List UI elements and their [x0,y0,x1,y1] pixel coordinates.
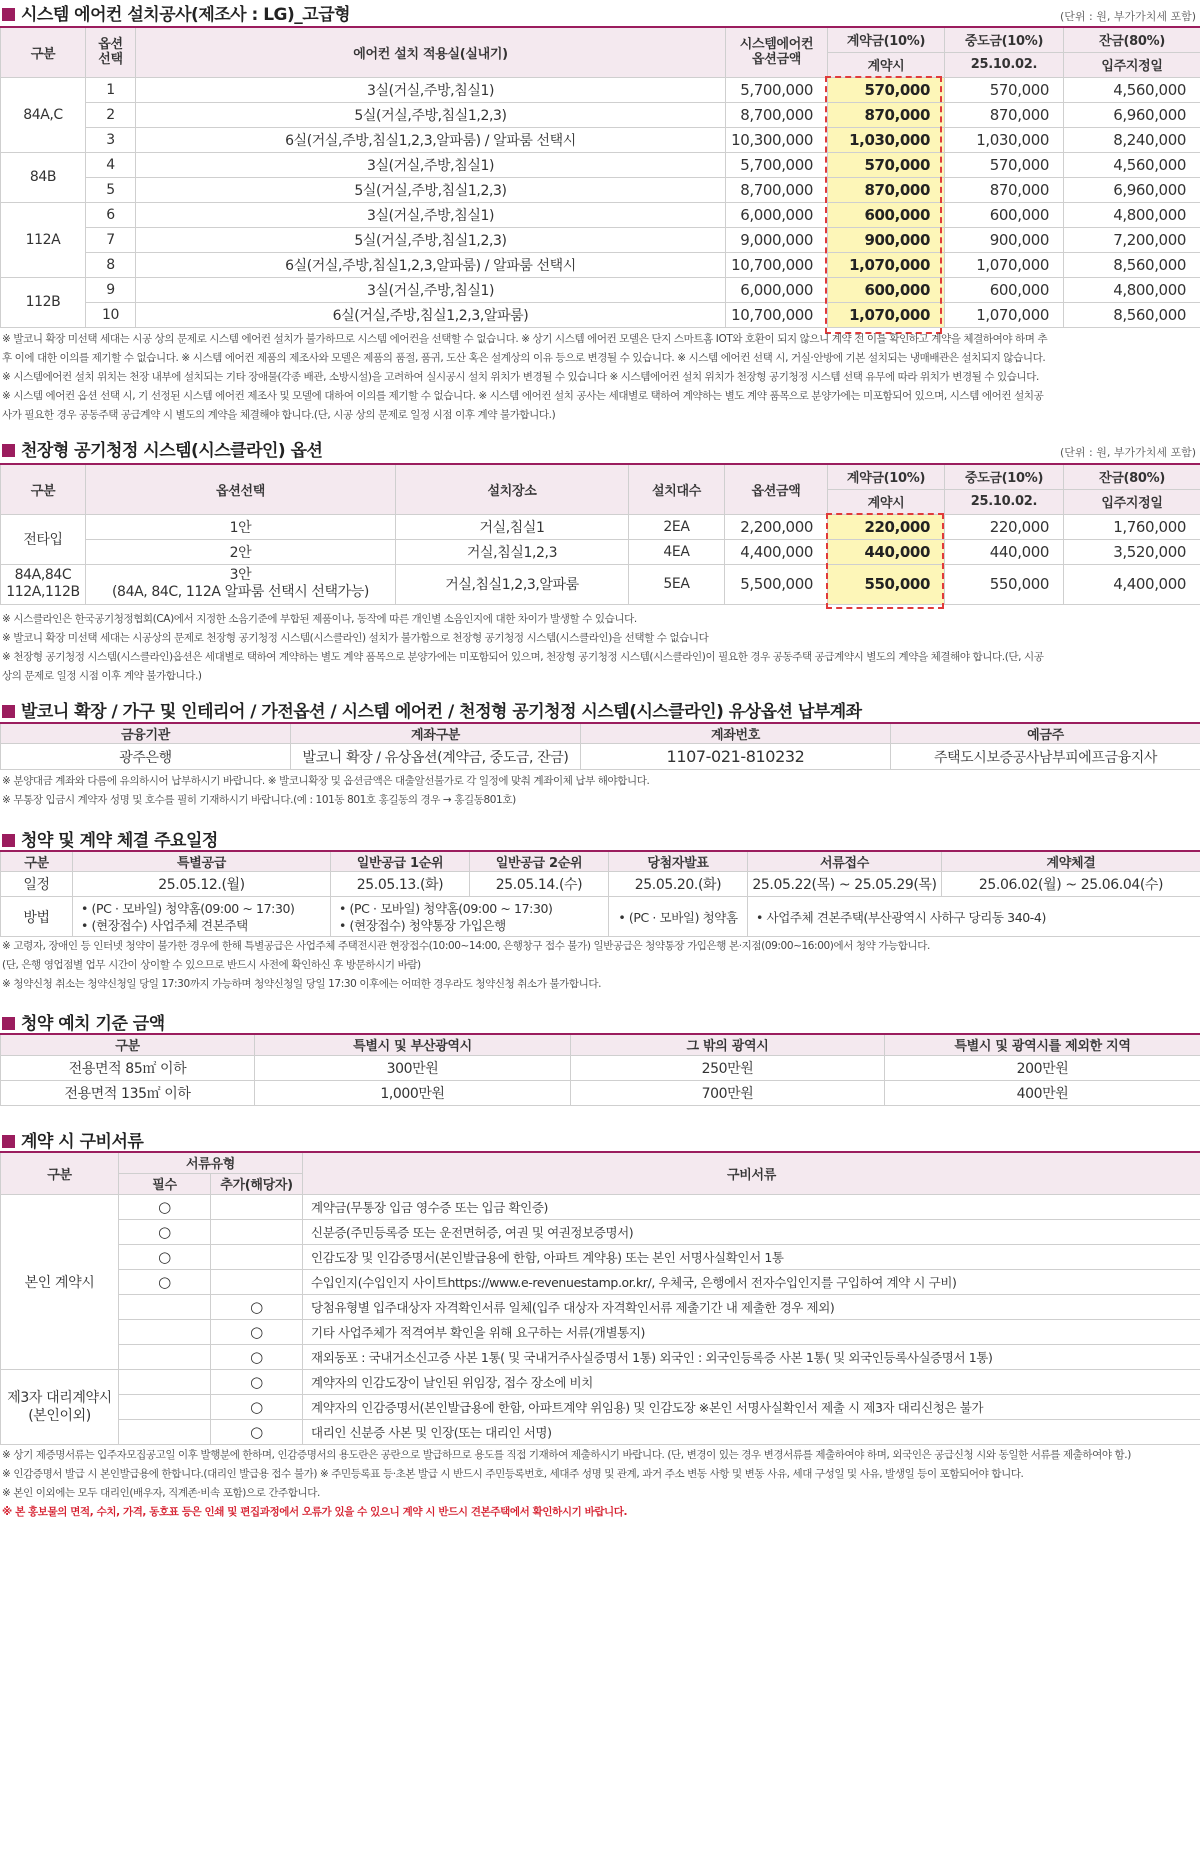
note-line: ※ 무통장 입금시 계약자 성명 및 호수를 필히 기재하시기 바랍니다.(예 : 101동 801호 홍길동의 경우 → 홍길동801호) [2,794,516,806]
table-row [1,1055,1200,1080]
middle-cell: 550,000 [945,564,1064,604]
header-type: 구분 [1,464,86,514]
extra-mark [211,1244,303,1269]
square-bullet-icon [2,1017,15,1030]
type-cell: 전용면적 85㎡ 이하 [1,1055,255,1080]
option-number: 5 [86,177,136,202]
header-balance: 잔금(80%) [1064,464,1200,489]
note-line: ※ 분양대금 계좌와 다름에 유의하시어 납부하시기 바랍니다. ※ 발코니확장 및 옵션금액은 대출알선불가로 각 일정에 맞춰 계좌이체 납부 해야합니다. [2,775,650,787]
document-item: 기타 사업주체가 적격여부 확인을 위해 요구하는 서류(개별통지) [303,1319,1200,1344]
table-row [1,152,1200,177]
amount-cell: 10,700,000 [726,252,828,277]
option-cell: 2안 [86,539,396,564]
table-row [1,1419,1200,1444]
option-number: 4 [86,152,136,177]
group-label: 112A [1,202,86,277]
header-bank: 금융기관 [1,723,291,744]
required-mark: ○ [119,1244,211,1269]
table-row [1,1219,1200,1244]
type-cell: 전용면적 135㎡ 이하 [1,1080,255,1105]
document-item: 당첨유형별 입주대상자 자격확인서류 일체(입주 대상자 자격확인서류 제출기간 내 제출한 경우 제외) [303,1294,1200,1319]
table-row [1,539,1200,564]
method-line: • (PC · 모바일) 청약홈(09:00 ~ 17:30) [81,900,295,916]
amount-cell: 200만원 [885,1055,1200,1080]
table-row [1,1269,1200,1294]
section-title-documents [2,1127,143,1152]
group-label: 전타입 [1,514,86,564]
note-line: ※ 천장형 공기청정 시스템(시스클라인)옵션은 세대별로 택하여 계약하는 별도 계약 품목으로 분양가에는 미포함되어 있으며, 천장형 공기청정 시스템(시스클라인)이 필요한 경우 공동주택 공급계약시 별도의 계약을 체결해야 합니다.(단, 시공 [2,651,1044,663]
section-title-text: 계약 시 구비서류 [21,1132,144,1152]
note-line: ※ 청약신청 취소는 청약신청일 당일 17:30까지 가능하며 청약신청일 당일 17:30 이후에는 어떠한 경우라도 청약신청 취소가 불가합니다. [2,978,602,990]
note-line: ※ 시스템에어컨 설치 위치는 천장 내부에 설치되는 기타 장애물(각종 배관, 소방시설)을 고려하여 실시공시 설치 위치가 변경될 수 있습니다 ※ 시스템에어컨 설치 위치가 천장형 공기청정 시스템 선택 유무에 따라 위치가 변경될 수 있습니다. [2,371,1039,383]
balance-cell: 8,240,000 [1064,127,1200,152]
header-option: 옵션선택 [86,464,396,514]
header-middle-sub: 25.10.02. [945,489,1064,514]
header-type: 구분 [1,1152,119,1194]
schedule-table [0,850,1200,937]
document-item: 계약자의 인감도장이 날인된 위임장, 접수 장소에 비치 [303,1369,1200,1394]
group-label: 본인 계약시 [1,1194,119,1369]
table-row [1,514,1200,539]
note-line: (단, 은행 영업점별 업무 시간이 상이할 수 있으므로 반드시 사전에 확인하신 후 방문하시기 바람) [2,959,421,971]
header-deposit-sub: 계약시 [828,489,945,514]
header-rest: 특별시 및 광역시를 제외한 지역 [885,1034,1200,1055]
amount-cell: 6,000,000 [726,202,828,227]
deposit-cell: 870,000 [828,102,945,127]
count-cell: 5EA [629,564,725,604]
note-line: ※ 인감증명서 발급 시 본인발급용에 한합니다.(대리인 발급용 접수 불가) ※ 주민등록표 등·초본 발급 시 반드시 주민등록번호, 세대주 성명 및 관계, 과거 주소 변동 사항 및 변동 사유, 세대 구성일 및 사유, 발생일 등이 포함되어야 합니다. [2,1468,1024,1480]
deposit-cell: 870,000 [828,177,945,202]
document-item: 계약자의 인감증명서(본인발급용에 한함, 아파트계약 위임용) 및 인감도장 ※본인 서명사실확인서 제출 시 제3자 대리신청은 불가 [303,1394,1200,1419]
deposit-amount-table [0,1033,1200,1106]
table-row [1,1244,1200,1269]
row-label: 방법 [1,897,73,937]
group-label: 84A,C [1,77,86,152]
note-line: 후 이에 대한 이의를 제기할 수 없습니다. ※ 시스템 에어컨 제품의 제조사와 모델은 제품의 품절, 품귀, 도산 혹은 설계상의 이유 등으로 변경될 수 있습니다. ※ 시스템 에어컨 선택 시, 거실·안방에 기본 설치되는 냉매배관은 설치되지 않습니다. [2,352,1046,364]
middle-cell: 570,000 [945,77,1064,102]
date-cell: 25.06.02(월) ~ 25.06.04(수) [942,872,1200,897]
header-type: 구분 [1,27,86,77]
note-line: ※ 발코니 확장 미선택 세대는 시공 상의 문제로 시스템 에어컨 설치가 불가하므로 시스템 에어컨을 선택할 수 없습니다. ※ 상기 시스템 에어컨 모델은 단지 스마트홈 IOT와 호환이 되지 않으니 계약 전 이를 확인하고 계약을 체결하여야 하며 추 [2,333,1048,345]
section-title-aircon [2,0,350,25]
middle-cell: 870,000 [945,102,1064,127]
payment-notes [2,772,1198,810]
table-row [1,897,1200,937]
required-mark [119,1419,211,1444]
deposit-cell: 1,070,000 [828,252,945,277]
balance-cell: 6,960,000 [1064,177,1200,202]
table-row [1,202,1200,227]
header-extra: 추가(해당자) [211,1173,303,1194]
count-cell: 2EA [629,514,725,539]
amount-cell: 250만원 [571,1055,885,1080]
extra-mark [211,1194,303,1219]
extra-mark: ○ [211,1394,303,1419]
header-balance-sub: 입주지정일 [1064,52,1200,77]
option-number: 1 [86,77,136,102]
amount-cell: 10,700,000 [726,302,828,327]
section-title-text: 발코니 확장 / 가구 및 인테리어 / 가전옵션 / 시스템 에어컨 / 천정형 공기청정 시스템(시스클라인) 유상옵션 납부계좌 [21,702,862,722]
table-row [1,302,1200,327]
account-number: 1107-021-810232 [581,744,891,770]
middle-cell: 1,030,000 [945,127,1064,152]
section-title-deposit-amount [2,1009,165,1034]
option-number: 3 [86,127,136,152]
section-title-text: 청약 및 계약 체결 주요일정 [21,831,218,851]
documents-table [0,1151,1200,1445]
header-amount: 옵션금액 [725,464,828,514]
amount-cell: 10,300,000 [726,127,828,152]
unit-note: (단위 : 원, 부가가치세 포함) [1059,446,1196,459]
header-docs: 구비서류 [303,1152,1200,1194]
header-option: 옵션 선택 [86,27,136,77]
table-row [1,1394,1200,1419]
table-row [1,252,1200,277]
note-line: 사가 필요한 경우 공동주택 공급계약 시 별도의 계약을 체결해야 합니다.(단, 시공 상의 문제로 일정 시점 이후 계약 불가합니다.) [2,409,556,421]
balance-cell: 7,200,000 [1064,227,1200,252]
header-amount: 시스템에어컨 옵션금액 [726,27,828,77]
header-place: 설치장소 [396,464,629,514]
header-rooms: 에어컨 설치 적용실(실내기) [136,27,726,77]
section-title-text: 천장형 공기청정 시스템(시스클라인) 옵션 [21,441,323,461]
header-middle: 중도금(10%) [945,464,1064,489]
header-general-1: 일반공급 1순위 [331,851,470,872]
header-deposit-sub: 계약시 [828,52,945,77]
amount-cell: 8,700,000 [726,102,828,127]
aircon-notes [2,330,1198,425]
header-other-metro: 그 밖의 광역시 [571,1034,885,1055]
square-bullet-icon [2,834,15,847]
balance-cell: 1,760,000 [1064,514,1200,539]
option-number: 2 [86,102,136,127]
document-item: 인감도장 및 인감증명서(본인발급용에 한함, 아파트 계약용) 또는 본인 서명사실확인서 1통 [303,1244,1200,1269]
header-deposit: 계약금(10%) [828,464,945,489]
table-row [1,744,1200,770]
middle-cell: 870,000 [945,177,1064,202]
middle-cell: 900,000 [945,227,1064,252]
required-mark [119,1294,211,1319]
required-mark: ○ [119,1219,211,1244]
header-documents: 서류접수 [748,851,942,872]
count-cell: 4EA [629,539,725,564]
unit-note: (단위 : 원, 부가가치세 포함) [1059,10,1196,23]
header-type: 구분 [1,851,73,872]
deposit-cell: 440,000 [828,539,945,564]
table-row [1,177,1200,202]
required-mark [119,1319,211,1344]
rooms-cell: 3실(거실,주방,침실1) [136,277,726,302]
table-row [1,1080,1200,1105]
deposit-cell: 550,000 [828,564,945,604]
amount-cell: 400만원 [885,1080,1200,1105]
table-row [1,872,1200,897]
method-line: • (현장접수) 청약통장 가입은행 [339,917,506,933]
document-item: 대리인 신분증 사본 및 인장(또는 대리인 서명) [303,1419,1200,1444]
required-mark: ○ [119,1269,211,1294]
row-label: 일정 [1,872,73,897]
table-row [1,127,1200,152]
table-row [1,1294,1200,1319]
extra-mark: ○ [211,1344,303,1369]
square-bullet-icon [2,705,15,718]
note-line: ※ 고령자, 장애인 등 인터넷 청약이 불가한 경우에 한해 특별공급은 사업주체 주택전시관 현장접수(10:00~14:00, 은행창구 접수 불가) 일반공급은 청약통장 가입은행 본·지점(09:00~16:00)에서 청약 가능합니다. [2,940,930,952]
air-purifier-table [0,463,1200,605]
option-number: 6 [86,202,136,227]
square-bullet-icon [2,444,15,457]
method-cell: • (PC · 모바일) 청약홈 [609,897,748,937]
extra-mark: ○ [211,1319,303,1344]
required-mark [119,1369,211,1394]
rooms-cell: 3실(거실,주방,침실1) [136,152,726,177]
balance-cell: 4,800,000 [1064,277,1200,302]
table-row [1,227,1200,252]
header-type: 구분 [1,1034,255,1055]
document-item: 계약금(무통장 입금 영수증 또는 입금 확인증) [303,1194,1200,1219]
place-cell: 거실,침실1 [396,514,629,539]
note-line: ※ 발코니 확장 미선택 세대는 시공상의 문제로 천장형 공기청정 시스템(시스클라인) 설치가 불가함으로 천장형 공기청정 시스템(시스클라인)을 선택할 수 없습니다 [2,632,709,644]
balance-cell: 6,960,000 [1064,102,1200,127]
option-number: 9 [86,277,136,302]
header-kind: 계좌구분 [291,723,581,744]
place-cell: 거실,침실1,2,3 [396,539,629,564]
amount-cell: 5,700,000 [726,77,828,102]
date-cell: 25.05.22(목) ~ 25.05.29(목) [748,872,942,897]
date-cell: 25.05.20.(화) [609,872,748,897]
note-line: ※ 상기 제증명서류는 입주자모집공고일 이후 발행분에 한하며, 인감증명서의 용도란은 공란으로 발급하므로 용도를 직접 기재하여 제출하시기 바랍니다. (단, 변경이 있는 경우 변경서류를 제출하여야 하며, 외국인은 공급신청 시와 동일한 서류를 제출하여야 함.) [2,1449,1131,1461]
extra-mark [211,1269,303,1294]
table-row [1,1344,1200,1369]
rooms-cell: 6실(거실,주방,침실1,2,3,알파룸) / 알파룸 선택시 [136,252,726,277]
amount-cell: 700만원 [571,1080,885,1105]
deposit-cell: 600,000 [828,277,945,302]
header-count: 설치대수 [629,464,725,514]
amount-cell: 1,000만원 [255,1080,571,1105]
document-item: 신분증(주민등록증 또는 운전면허증, 여권 및 여권정보증명서) [303,1219,1200,1244]
option-cell: 3안 (84A, 84C, 112A 알파룸 선택시 선택가능) [86,564,396,604]
amount-cell: 300만원 [255,1055,571,1080]
extra-mark: ○ [211,1294,303,1319]
date-cell: 25.05.14.(수) [470,872,609,897]
section-title-payment-account [2,697,862,722]
extra-mark: ○ [211,1369,303,1394]
header-middle: 중도금(10%) [945,27,1064,52]
square-bullet-icon [2,1135,15,1148]
documents-notes [2,1446,1198,1522]
note-line: ※ 시스클라인은 한국공기청정협회(CA)에서 지정한 소음기준에 부합된 제품이나, 동작에 따른 개인별 소음인지에 대한 차이가 발생할 수 있습니다. [2,613,637,625]
header-middle-sub: 25.10.02. [945,52,1064,77]
table-row [1,1194,1200,1219]
deposit-cell: 220,000 [828,514,945,539]
balance-cell: 4,800,000 [1064,202,1200,227]
document-item: 수입인지(수입인지 사이트https://www.e-revenuestamp.or.kr/, 우체국, 은행에서 전자수입인지를 구입하여 계약 시 구비) [303,1269,1200,1294]
balance-cell: 8,560,000 [1064,302,1200,327]
method-cell [331,897,609,937]
documents-table-body [1,1194,1200,1444]
required-mark [119,1394,211,1419]
amount-cell: 8,700,000 [726,177,828,202]
section-title-text: 청약 예치 기준 금액 [21,1014,165,1034]
middle-cell: 600,000 [945,202,1064,227]
header-balance-sub: 입주지정일 [1064,489,1200,514]
aircon-table [0,26,1200,328]
rooms-cell: 5실(거실,주방,침실1,2,3) [136,227,726,252]
table-row [1,102,1200,127]
middle-cell: 440,000 [945,539,1064,564]
date-cell: 25.05.13.(화) [331,872,470,897]
rooms-cell: 5실(거실,주방,침실1,2,3) [136,177,726,202]
header-holder: 예금주 [891,723,1200,744]
header-doctype: 서류유형 [119,1152,303,1173]
table-row [1,77,1200,102]
section-title-air-purifier [2,436,322,461]
balance-cell: 4,560,000 [1064,152,1200,177]
rooms-cell: 5실(거실,주방,침실1,2,3) [136,102,726,127]
middle-cell: 1,070,000 [945,252,1064,277]
note-line: 상의 문제로 일정 시점 이후 계약 불가합니다.) [2,670,202,682]
table-row [1,1319,1200,1344]
group-label: 112B [1,277,86,327]
aircon-table-body [1,77,1200,327]
air-purifier-notes [2,610,1198,686]
schedule-notes [2,937,1198,994]
deposit-cell: 900,000 [828,227,945,252]
method-cell [73,897,331,937]
method-line: • (현장접수) 사업주체 견본주택 [81,917,248,933]
deposit-cell: 570,000 [828,77,945,102]
middle-cell: 570,000 [945,152,1064,177]
note-line: ※ 시스템 에어컨 옵션 선택 시, 기 선정된 시스템 에어컨 제조사 및 모델에 대하여 이의를 제기할 수 없습니다. ※ 시스템 에어컨 설치 공사는 세대별로 택하여 계약하는 별도 계약 품목으로 분양가에는 미포함되어 있으며, 시스템 에어컨 설치공 [2,390,1044,402]
deposit-cell: 1,070,000 [828,302,945,327]
group-label: 84B [1,152,86,202]
amount-cell: 9,000,000 [726,227,828,252]
table-row [1,277,1200,302]
date-cell: 25.05.12.(월) [73,872,331,897]
warning-note: ※ 본 홍보물의 면적, 수치, 가격, 동호표 등은 인쇄 및 편집과정에서 오류가 있을 수 있으니 계약 시 반드시 견본주택에서 확인하시기 바랍니다. [2,1506,628,1518]
group-label: 84A,84C 112A,112B [1,564,86,604]
extra-mark [211,1219,303,1244]
middle-cell: 1,070,000 [945,302,1064,327]
extra-mark: ○ [211,1419,303,1444]
note-line: ※ 본인 이외에는 모두 대리인(배우자, 직계존·비속 포함)으로 간주합니다. [2,1487,320,1499]
kind-cell: 발코니 확장 / 유상옵션(계약금, 중도금, 잔금) [291,744,581,770]
holder-cell: 주택도시보증공사남부피에프금융지사 [891,744,1200,770]
header-winners: 당첨자발표 [609,851,748,872]
deposit-cell: 600,000 [828,202,945,227]
section-title-schedule [2,826,218,851]
table-row [1,1369,1200,1394]
balance-cell: 3,520,000 [1064,539,1200,564]
header-deposit: 계약금(10%) [828,27,945,52]
header-required: 필수 [119,1173,211,1194]
middle-cell: 220,000 [945,514,1064,539]
balance-cell: 4,400,000 [1064,564,1200,604]
header-general-2: 일반공급 2순위 [470,851,609,872]
group-label: 제3자 대리계약시 (본인이외) [1,1369,119,1444]
amount-cell: 4,400,000 [725,539,828,564]
option-number: 8 [86,252,136,277]
balance-cell: 8,560,000 [1064,252,1200,277]
rooms-cell: 3실(거실,주방,침실1) [136,202,726,227]
deposit-cell: 1,030,000 [828,127,945,152]
required-mark [119,1344,211,1369]
payment-account-table [0,722,1200,770]
option-number: 10 [86,302,136,327]
deposit-cell: 570,000 [828,152,945,177]
amount-cell: 2,200,000 [725,514,828,539]
header-special: 특별공급 [73,851,331,872]
bank-cell: 광주은행 [1,744,291,770]
required-mark: ○ [119,1194,211,1219]
amount-cell: 6,000,000 [726,277,828,302]
header-contract: 계약체결 [942,851,1200,872]
rooms-cell: 6실(거실,주방,침실1,2,3,알파룸) / 알파룸 선택시 [136,127,726,152]
table-row [1,564,1200,604]
header-account: 계좌번호 [581,723,891,744]
method-cell: • 사업주체 견본주택(부산광역시 사하구 당리동 340-4) [748,897,1200,937]
rooms-cell: 3실(거실,주방,침실1) [136,77,726,102]
option-number: 7 [86,227,136,252]
place-cell: 거실,침실1,2,3,알파룸 [396,564,629,604]
rooms-cell: 6실(거실,주방,침실1,2,3,알파룸) [136,302,726,327]
option-cell: 1안 [86,514,396,539]
method-line: • (PC · 모바일) 청약홈(09:00 ~ 17:30) [339,900,553,916]
amount-cell: 5,700,000 [726,152,828,177]
document-item: 재외동포 : 국내거소신고증 사본 1통( 및 국내거주사실증명서 1통) 외국인 : 외국인등록증 사본 1통( 및 외국인등록사실증명서 1통) [303,1344,1200,1369]
amount-cell: 5,500,000 [725,564,828,604]
section-title-text: 시스템 에어컨 설치공사(제조사 : LG)_고급형 [21,5,351,25]
middle-cell: 600,000 [945,277,1064,302]
header-balance: 잔금(80%) [1064,27,1200,52]
header-busan: 특별시 및 부산광역시 [255,1034,571,1055]
square-bullet-icon [2,8,15,21]
balance-cell: 4,560,000 [1064,77,1200,102]
